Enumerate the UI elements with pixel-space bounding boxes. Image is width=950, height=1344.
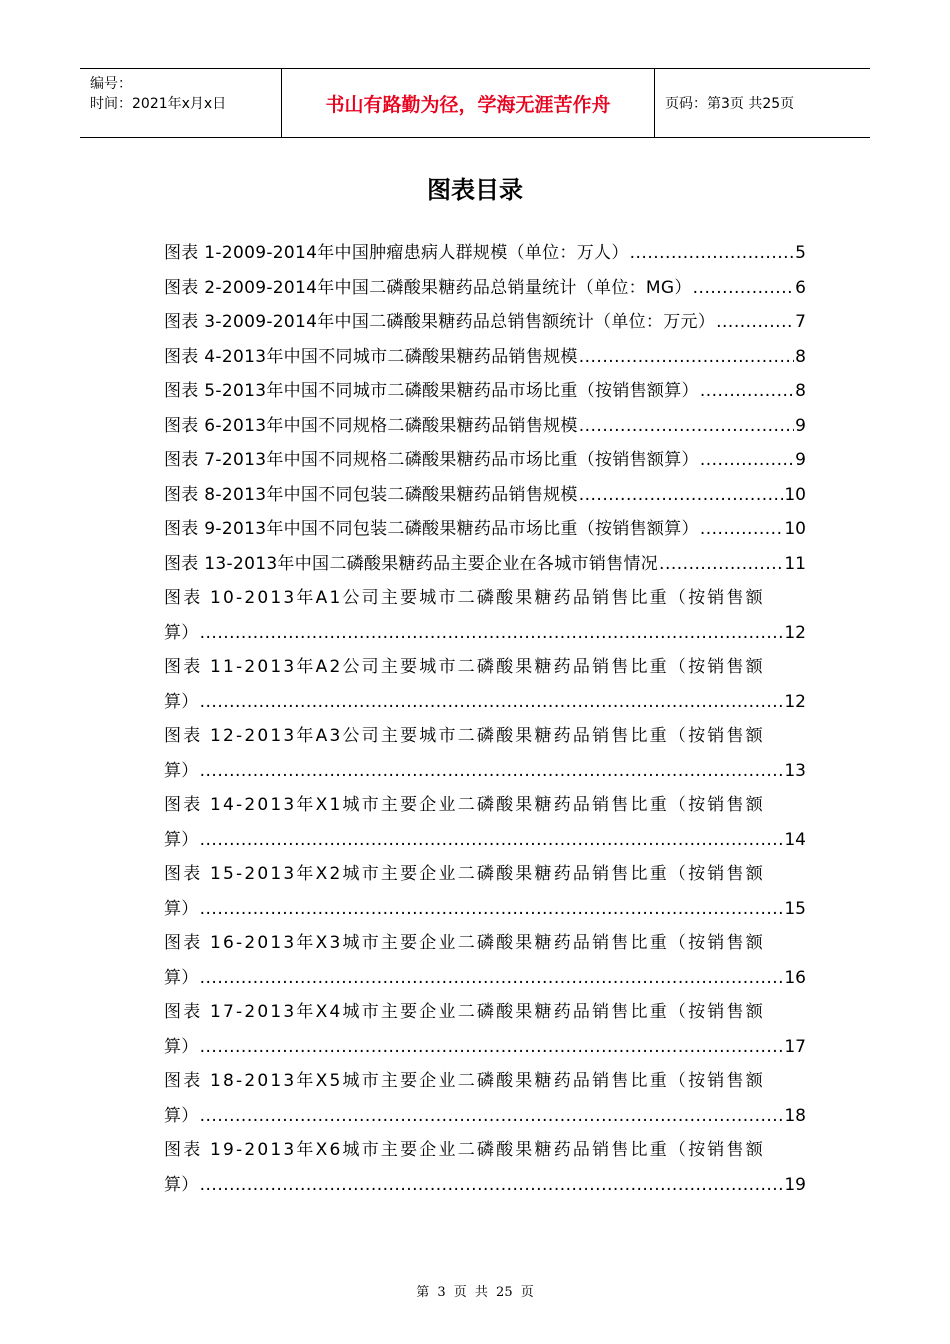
toc-entry-title-cont: 算） [164, 760, 199, 781]
toc-entry-page: 10 [784, 519, 806, 539]
toc-entry-title-cont: 算） [164, 829, 199, 850]
page-header [80, 68, 870, 138]
toc-entry[interactable] [164, 411, 806, 446]
dot-leader [200, 830, 784, 850]
toc-entry[interactable] [164, 445, 806, 480]
toc-entry[interactable] [164, 721, 806, 756]
toc-entry-title-cont: 算） [164, 898, 199, 919]
toc-entry-title-cont: 算） [164, 622, 199, 643]
toc-entry[interactable] [164, 273, 806, 308]
dot-leader [200, 1037, 784, 1057]
toc-entry-page: 10 [784, 484, 806, 505]
toc-entry[interactable] [164, 583, 806, 618]
toc-entry-continuation[interactable] [164, 963, 806, 998]
dot-leader [200, 968, 784, 988]
toc-entry[interactable] [164, 1135, 806, 1170]
toc-entry-title-cont: 算） [164, 1174, 199, 1195]
dot-leader [200, 623, 784, 643]
toc-entry-page: 15 [784, 898, 806, 919]
toc-entry-title: 图表 12-2013年A3公司主要城市二磷酸果糖药品销售比重（按销售额 [164, 726, 765, 746]
toc-entry-continuation[interactable] [164, 618, 806, 653]
toc-entry[interactable] [164, 307, 806, 342]
toc-entry-continuation[interactable] [164, 687, 806, 722]
dot-leader [700, 450, 794, 470]
dot-leader [693, 278, 795, 298]
toc-entry-title-cont: 算） [164, 967, 199, 988]
dot-leader [200, 1106, 784, 1126]
dot-leader [579, 347, 794, 367]
toc-entry-title: 图表 18-2013年X5城市主要企业二磷酸果糖药品销售比重（按销售额 [164, 1071, 765, 1091]
dot-leader [700, 519, 784, 539]
dot-leader [200, 692, 784, 712]
header-meta [80, 69, 282, 137]
toc-entry-title: 图表 7-2013年中国不同规格二磷酸果糖药品市场比重（按销售额算） [164, 450, 699, 470]
toc-entry-continuation[interactable] [164, 1032, 806, 1067]
toc-entry-title: 图表 4-2013年中国不同城市二磷酸果糖药品销售规模 [164, 346, 578, 367]
toc-entry-title: 图表 16-2013年X3城市主要企业二磷酸果糖药品销售比重（按销售额 [164, 933, 765, 953]
toc-entry[interactable] [164, 1066, 806, 1101]
toc-entry-page: 18 [784, 1105, 806, 1126]
toc-entry-title-cont: 算） [164, 1105, 199, 1126]
header-page-info: 页码：第3页 共25页 [665, 96, 795, 112]
toc-entry-page: 14 [784, 829, 806, 850]
dot-leader [716, 312, 794, 332]
toc-entry-continuation[interactable] [164, 1101, 806, 1136]
toc-entry-page: 12 [784, 622, 806, 643]
page-title: 图表目录 [427, 176, 523, 204]
toc-entry-page: 9 [795, 415, 806, 436]
toc-entry-page: 19 [784, 1174, 806, 1195]
dot-leader [200, 1175, 784, 1195]
toc-entry-continuation[interactable] [164, 756, 806, 791]
toc-entry[interactable] [164, 997, 806, 1032]
toc-entry-title-cont: 算） [164, 1036, 199, 1057]
toc-entry[interactable] [164, 480, 806, 515]
toc-entry-title: 图表 6-2013年中国不同规格二磷酸果糖药品销售规模 [164, 415, 578, 436]
toc-entry[interactable] [164, 859, 806, 894]
toc-list [164, 238, 806, 1204]
time-label: 时间：2021年x月x日 [90, 96, 227, 112]
toc-entry-title: 图表 9-2013年中国不同包装二磷酸果糖药品市场比重（按销售额算） [164, 519, 699, 539]
toc-entry-title: 图表 3-2009-2014年中国二磷酸果糖药品总销售额统计（单位：万元） [164, 312, 716, 332]
dot-leader [200, 761, 784, 781]
toc-entry-page: 13 [784, 760, 806, 781]
toc-entry-title: 图表 2-2009-2014年中国二磷酸果糖药品总销量统计（单位：MG） [164, 277, 692, 298]
toc-entry[interactable] [164, 376, 806, 411]
toc-entry-page: 5 [795, 243, 806, 263]
dot-leader [630, 243, 795, 263]
toc-entry-continuation[interactable] [164, 894, 806, 929]
toc-entry-page: 11 [784, 553, 806, 574]
toc-entry-title: 图表 14-2013年X1城市主要企业二磷酸果糖药品销售比重（按销售额 [164, 795, 765, 815]
dot-leader [659, 554, 783, 574]
toc-entry-title: 图表 1-2009-2014年中国肿瘤患病人群规模（单位：万人） [164, 243, 629, 263]
toc-entry[interactable] [164, 928, 806, 963]
number-label: 编号： [90, 76, 132, 92]
toc-entry[interactable] [164, 514, 806, 549]
toc-entry-page: 9 [795, 450, 806, 470]
toc-entry-continuation[interactable] [164, 825, 806, 860]
toc-entry-page: 16 [784, 967, 806, 988]
toc-entry-continuation[interactable] [164, 1170, 806, 1205]
toc-entry-title: 图表 17-2013年X4城市主要企业二磷酸果糖药品销售比重（按销售额 [164, 1002, 765, 1022]
dot-leader [579, 416, 794, 436]
toc-entry[interactable] [164, 790, 806, 825]
toc-entry-page: 7 [795, 312, 806, 332]
toc-entry[interactable] [164, 238, 806, 273]
toc-entry-title-cont: 算） [164, 691, 199, 712]
dot-leader [700, 381, 794, 401]
toc-entry-title: 图表 8-2013年中国不同包装二磷酸果糖药品销售规模 [164, 484, 578, 505]
toc-entry-title: 图表 19-2013年X6城市主要企业二磷酸果糖药品销售比重（按销售额 [164, 1140, 765, 1160]
page-footer: 第 3 页 共 25 页 [416, 1285, 534, 1300]
dot-leader [579, 485, 784, 505]
toc-entry-title: 图表 15-2013年X2城市主要企业二磷酸果糖药品销售比重（按销售额 [164, 864, 765, 884]
header-motto: 书山有路勤为径，学海无涯苦作舟 [282, 69, 655, 137]
toc-entry-page: 6 [795, 277, 806, 298]
toc-entry-page: 8 [795, 346, 806, 367]
toc-entry-title: 图表 10-2013年A1公司主要城市二磷酸果糖药品销售比重（按销售额 [164, 588, 765, 608]
toc-entry-page: 8 [795, 381, 806, 401]
toc-entry-title: 图表 13-2013年中国二磷酸果糖药品主要企业在各城市销售情况 [164, 553, 659, 574]
dot-leader [200, 899, 784, 919]
toc-entry-title: 图表 5-2013年中国不同城市二磷酸果糖药品市场比重（按销售额算） [164, 381, 699, 401]
toc-entry[interactable] [164, 652, 806, 687]
toc-entry-title: 图表 11-2013年A2公司主要城市二磷酸果糖药品销售比重（按销售额 [164, 657, 765, 677]
toc-entry[interactable] [164, 549, 806, 584]
toc-entry-page: 17 [784, 1036, 806, 1057]
toc-entry-page: 12 [784, 691, 806, 712]
toc-entry[interactable] [164, 342, 806, 377]
